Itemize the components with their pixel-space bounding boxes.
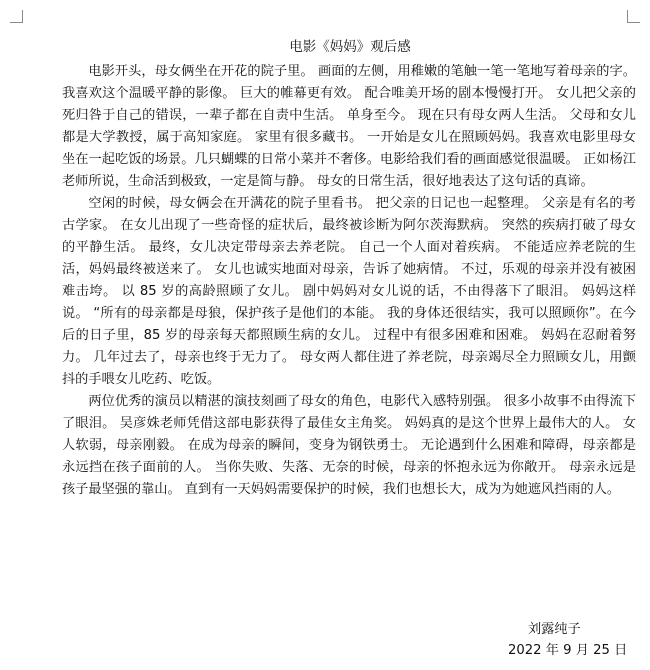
author-signature: 刘露纯子	[528, 622, 581, 637]
paragraph-3: 两位优秀的演员以精湛的演技刻画了母女的角色，电影代入感特别强。 很多小故事不由得流下了眼泪。 吴彦姝老师凭借这部电影获得了最佳女主角奖。 妈妈真的是这个世界上最伟大的人。 女人软弱，母亲刚毅。 在成为母亲的瞬间，变身为钢铁勇士。 无论遇到什么困难和障碍，母亲都是永远挡在孩子面前的人。 当你失败、失落、无奈的时候，母亲的怀抱永远为你敞开。 母亲永远是孩子最坚强的靠山。 直到有一天妈妈需要保护的时候，我们也想长大，成为为她遮风挡雨的人。	[62, 394, 636, 497]
paragraph-2: 空闲的时候，母女俩会在开满花的院子里看书。 把父亲的日记也一起整理。 父亲是有名的考古学家。 在女儿出现了一些奇怪的症状后，最终被诊断为阿尔茨海默病。 突然的疾病打破了母女的平静生活。 最终，女儿决定带母亲去养老院。 自己一个人面对着疾病。 不能适应养老院的生活，妈妈最终被送来了。 女儿也诚实地面对母亲，告诉了她病情。 不过，乐观的母亲并没有被困难击垮。 以 85 岁的高龄照顾了女儿。 剧中妈妈对女儿说的话，不由得落下了眼泪。 妈妈这样说。 “所有的母亲都是母狼，保护孩子是他们的本能。 我的身体还很结实，我可以照顾你”。在今后的日子里，85 岁的母亲每天都照顾生病的女儿。 过程中有很多困难和困难。 妈妈在忍耐着努力。 几年过去了，母亲也终于无力了。 母女两人都住进了养老院，母亲竭尽全力照顾女儿，用颤抖的手喂女儿吃药、吃饭。	[62, 196, 636, 387]
document-title: 电影《妈妈》观后感	[289, 39, 411, 55]
document-date: 2022 年 9 月 25 日	[508, 643, 628, 658]
paragraph-1: 电影开头，母女俩坐在开花的院子里。 画面的左侧，用稚嫩的笔触一笔一笔地写着母亲的字。 我喜欢这个温暖平静的影像。 巨大的帷幕更有效。 配合唯美开场的剧本慢慢打开。 女儿把父亲的死归咎于自己的错误，一辈子都在自责中生活。 单身至今。 现在只有母女两人生活。 父母和女儿都是大学教授，属于高知家庭。 家里有很多藏书。 一开始是女儿在照顾妈妈。我喜欢电影里母女坐在一起吃饭的场景。几只蝴蝶的日常小菜并不奢侈。电影给我们看的画面感觉很温暖。 正如杨江老师所说，生命活到极致，一定是简与静。 母女的日常生活，很好地表达了这句话的真谛。	[62, 64, 636, 189]
page-corner-mark-top-left	[10, 10, 23, 23]
page-corner-mark-top-right	[627, 10, 640, 23]
document-body[interactable]	[62, 36, 636, 501]
